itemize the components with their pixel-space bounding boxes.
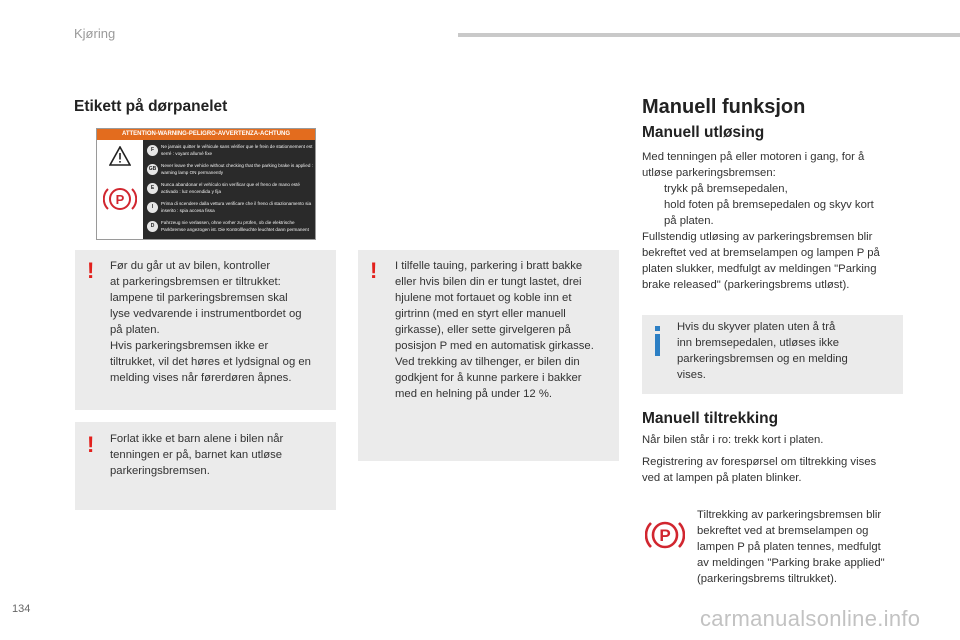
label-row-text: Never leave the vehicle without checking that the parking brake is applied : warning lamp ON permanently — [161, 163, 313, 175]
warning-box-towing — [358, 250, 619, 461]
page-number: 134 — [12, 603, 31, 615]
warning-box-exit — [75, 250, 336, 410]
door-label-image — [96, 128, 316, 240]
label-row — [147, 181, 313, 197]
manual-apply-heading: Manuell tiltrekking — [642, 410, 779, 427]
warning-text-exit: Før du går ut av bilen, kontroller at parkeringsbremsen er tiltrukket: lampene til parkeringsbremsen skal lyse vedvarende i instrumentbordet og på platen. Hvis parkeringsbremsen ikke er tiltrukket, vil det høres et lydsignal og en melding vises når førerdøren åpnes. — [110, 260, 311, 384]
apply-para-2: Registrering av forespørsel om tiltrekking vises ved at lampen på platen blinker. — [642, 456, 877, 484]
release-bullet: trykk på bremsepedalen, — [664, 183, 788, 195]
flag-badge: F — [147, 145, 158, 156]
label-row-text: Fahrzeug nie verlassen, ohne vorher zu prüfen, ob die elektrische Parkbremse angezogen ist. Die Kontrollleuchte leuchtet dann permanent — [161, 220, 309, 232]
watermark: carmanualsonline.info — [700, 606, 921, 631]
flag-badge: D — [147, 221, 158, 232]
release-bullet: hold foten på bremsepedalen og skyv kort — [664, 199, 874, 211]
release-intro: Med tenningen på eller motoren i gang, for å utløse parkeringsbremsen: — [642, 151, 865, 179]
info-box — [642, 315, 903, 394]
label-banner: ATTENTION-WARNING-PELIGRO-AVVERTENZA-ACHTUNG — [97, 129, 315, 140]
info-text: Hvis du skyver platen uten å trå inn bremsepedalen, utløses ikke parkeringsbremsen og en melding vises. — [677, 321, 848, 381]
warning-box-child — [75, 422, 336, 510]
flag-badge: I — [147, 202, 158, 213]
flag-badge: GB — [147, 164, 158, 175]
warning-exclamation-icon: ! — [87, 432, 95, 457]
info-icon — [655, 334, 660, 356]
label-row-text: Nunca abandonar el vehículo sin verificar que el freno de mano esté activado : luz encendida y fija — [161, 182, 300, 194]
label-row — [147, 162, 313, 178]
release-outro: Fullstendig utløsing av parkeringsbremsen blir bekreftet ved at bremselampen og lampen P på platen slukker, medfulgt av meldingen "Parking brake released" (parkeringsbrems utløst). — [642, 231, 880, 291]
warning-triangle-icon — [109, 146, 131, 166]
flag-badge: E — [147, 183, 158, 194]
manual-release-heading: Manuell utløsing — [642, 124, 765, 141]
svg-text:P: P — [659, 526, 671, 545]
header-rule — [458, 33, 960, 37]
label-row — [147, 143, 313, 159]
label-row-text: Ne jamais quitter le véhicule sans vérifier que le frein de stationnement est serré : voyant allumé fixe — [161, 144, 313, 156]
release-bullet-cont: på platen. — [664, 215, 714, 227]
label-icons — [97, 140, 143, 239]
label-translations — [143, 140, 315, 239]
warning-exclamation-icon: ! — [87, 258, 95, 283]
warning-text-child: Forlat ikke et barn alene i bilen når tenningen er på, barnet kan utløse parkeringsbremsen. — [110, 433, 284, 477]
warning-text-towing: I tilfelle tauing, parkering i bratt bakke eller hvis bilen din er tungt lastet, drei hjulene mot fortauet og koble inn et girtrinn (med en styrt eller manuell girkasse), eller sette girvelgeren på posisjon P med en automatisk girkasse. Ved trekking av tilhenger, er bilen din godkjent for å kunne parkere i bakker med en helning på under 12 %. — [395, 260, 594, 400]
svg-text:P: P — [115, 192, 125, 207]
manual-function-heading: Manuell funksjon — [642, 96, 806, 118]
label-row-text: Prima di scendere dalla vettura verificare che il freno di stazionamento sia inserito : spia accesa fissa — [161, 201, 312, 213]
apply-para-1: Når bilen står i ro: trekk kort i platen. — [642, 434, 824, 446]
section-title: Kjøring — [74, 26, 116, 41]
parking-brake-icon — [103, 184, 137, 214]
info-icon-dot — [655, 326, 660, 331]
label-row — [147, 200, 313, 216]
label-heading: Etikett på dørpanelet — [74, 98, 228, 115]
label-row — [147, 219, 313, 235]
apply-para-3: Tiltrekking av parkeringsbremsen blir bekreftet ved at bremselampen og lampen P på platen tennes, medfulgt av meldingen "Parking brake applied" (parkeringsbrems tiltrukket). — [697, 509, 885, 585]
parking-brake-icon — [645, 515, 685, 555]
warning-exclamation-icon: ! — [370, 258, 378, 283]
